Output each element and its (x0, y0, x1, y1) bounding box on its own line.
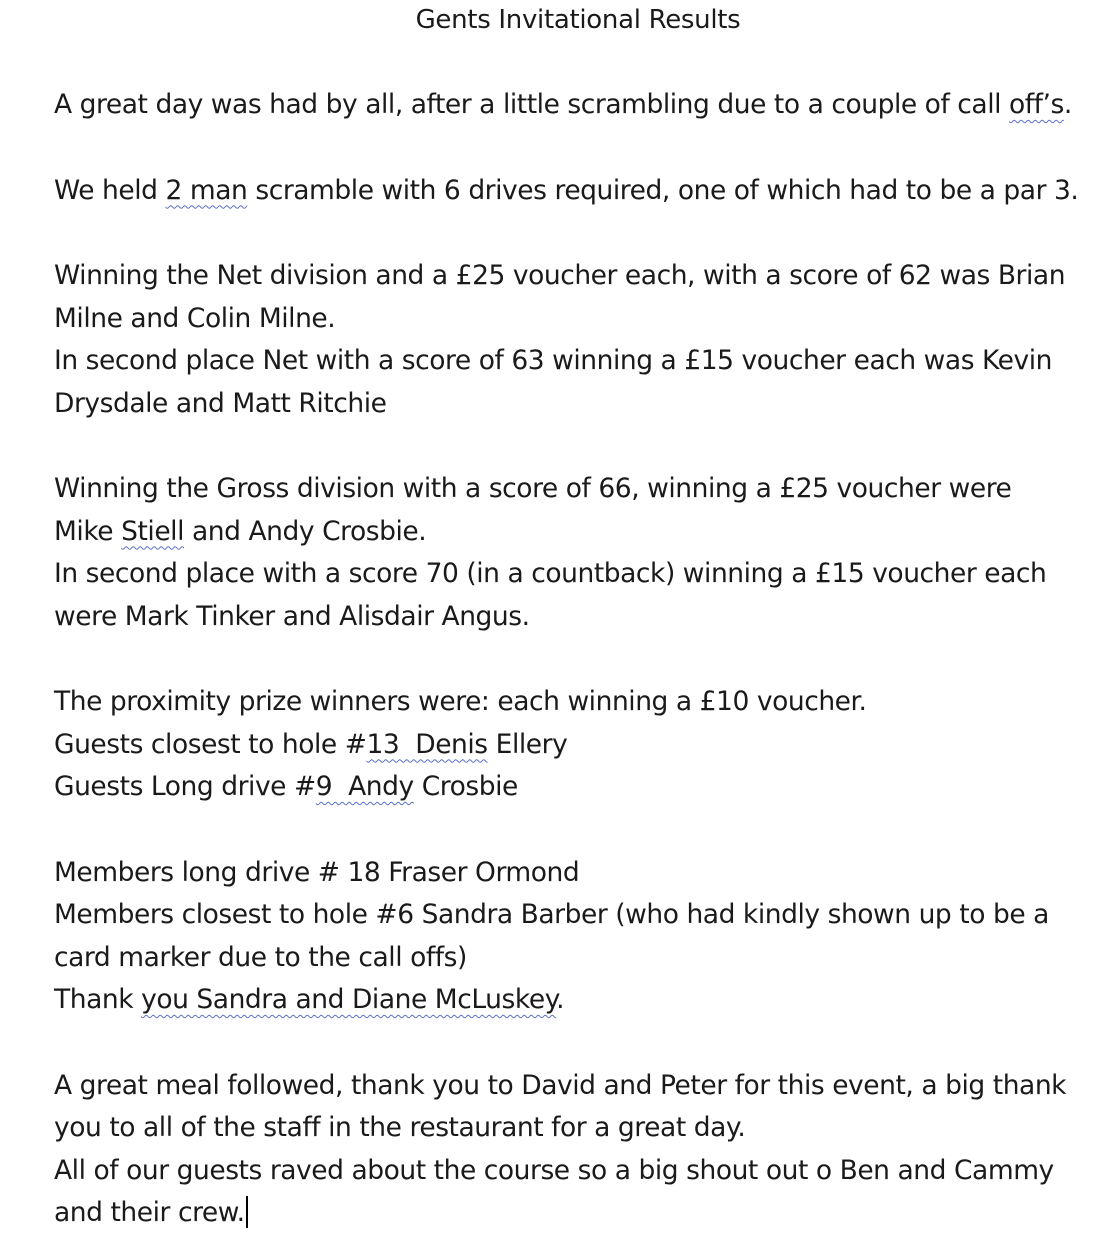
text-cursor (246, 1196, 248, 1228)
paragraph-5-line-2 (54, 724, 1114, 767)
paragraph-gap (54, 425, 1114, 468)
paragraph-gap (54, 809, 1114, 852)
paragraph-gap (54, 638, 1114, 681)
spellcheck-flagged-word[interactable]: 9 Andy (315, 771, 414, 802)
paragraph-3-line-1: Winning the Net division and a £25 voucher each, with a score of 62 was Brian (54, 260, 1066, 291)
spellcheck-flagged-word[interactable]: off’s (1009, 89, 1064, 120)
text-run: Crosbie (413, 771, 518, 802)
text-run: Mike (54, 515, 122, 547)
text-run: and their crew. (54, 1197, 245, 1228)
text-run: Ellery (487, 728, 568, 760)
text-run: and Andy Crosbie. (184, 515, 427, 547)
paragraph-3-line-2: Milne and Colin Milne. (54, 302, 336, 334)
text-run: . (556, 984, 565, 1015)
paragraph-7-line-1: A great meal followed, thank you to David and Peter for this event, a big thank (54, 1069, 1067, 1101)
paragraph-7-line-2: you to all of the staff in the restaurant for a great day. (54, 1112, 746, 1143)
paragraph-4-line-1: Winning the Gross division with a score of 66, winning a £25 voucher were (54, 473, 1012, 504)
text-run: Thank (54, 984, 142, 1015)
document-title: Gents Invitational Results (415, 5, 741, 35)
paragraph-5-line-3 (54, 766, 1114, 809)
text-run: We held (54, 174, 166, 206)
paragraph-3-line-4: Drysdale and Matt Ritchie (54, 387, 387, 419)
paragraph-7-line-4 (54, 1192, 1114, 1235)
paragraph-7-line-3: All of our guests raved about the course so a big shout out o Ben and Cammy (54, 1154, 1054, 1186)
paragraph-1-line-1 (54, 84, 1114, 127)
paragraph-3-line-3: In second place Net with a score of 63 winning a £15 voucher each was Kevin (54, 345, 1052, 376)
spellcheck-flagged-word[interactable]: Stiell (121, 515, 185, 547)
paragraph-6-line-1: Members long drive # 18 Fraser Ormond (54, 856, 580, 888)
paragraph-gap (54, 1022, 1114, 1065)
paragraph-2-line-1 (54, 170, 1114, 213)
spellcheck-flagged-word[interactable]: 13 Denis (366, 728, 488, 760)
paragraph-6-line-4 (54, 979, 1114, 1022)
text-run: scramble with 6 drives required, one of which had to be a par 3. (247, 174, 1079, 206)
paragraph-gap (54, 212, 1114, 255)
text-run: . (1063, 89, 1072, 120)
spellcheck-flagged-word[interactable]: you Sandra and Diane McLuskey (141, 984, 557, 1015)
document-body[interactable] (54, 84, 1114, 1235)
paragraph-4-line-3: In second place with a score 70 (in a countback) winning a £15 voucher each (54, 558, 1047, 589)
paragraph-4-line-4: were Mark Tinker and Alisdair Angus. (54, 600, 530, 632)
paragraph-4-line-2 (54, 511, 1114, 554)
paragraph-6-line-3: card marker due to the call offs) (54, 941, 467, 973)
text-run: Guests closest to hole # (54, 728, 367, 760)
spellcheck-flagged-word[interactable]: 2 man (165, 174, 248, 206)
paragraph-gap (54, 127, 1114, 170)
text-run: A great day was had by all, after a little scrambling due to a couple of call (54, 89, 1010, 120)
paragraph-5-line-1: The proximity prize winners were: each winning a £10 voucher. (54, 686, 867, 717)
paragraph-6-line-2: Members closest to hole #6 Sandra Barber (who had kindly shown up to be a (54, 899, 1049, 930)
text-run: Guests Long drive # (54, 771, 316, 802)
